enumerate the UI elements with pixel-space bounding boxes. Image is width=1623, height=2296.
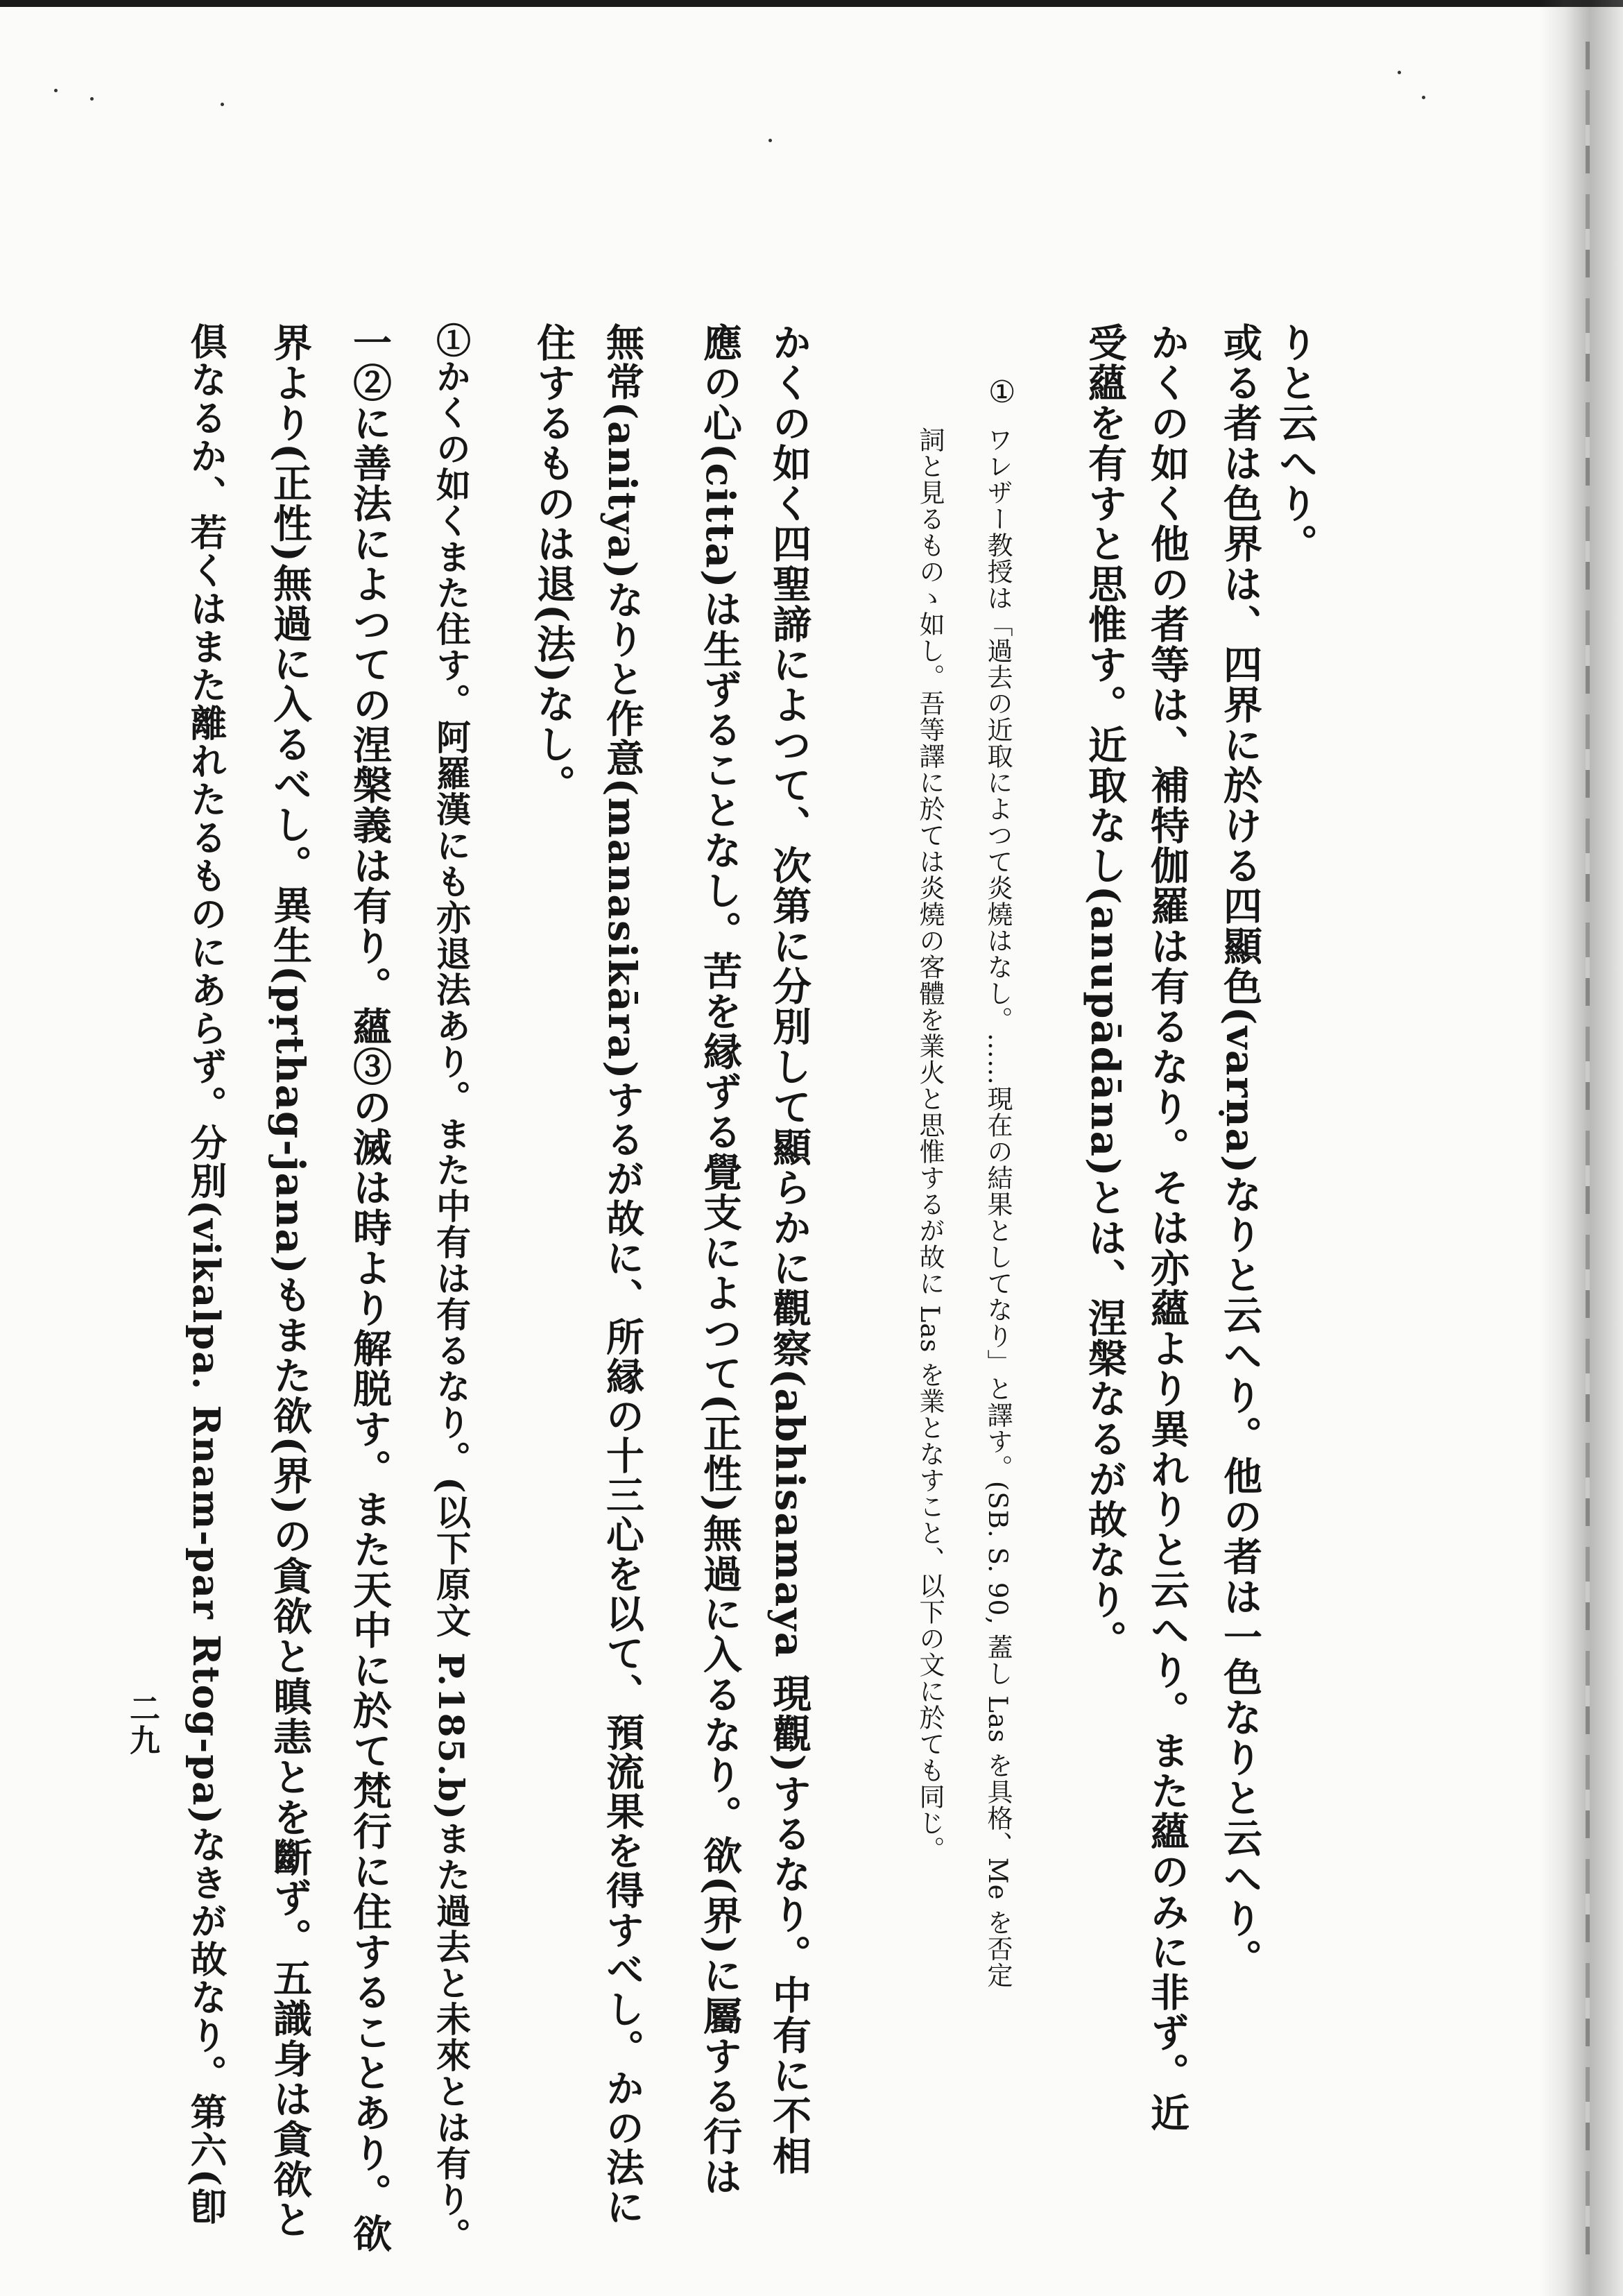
scan-speck [90, 97, 94, 101]
text-line-12: 倶なるか、若くはまた離れたるものにあらず。分別(vikalpa. Rnam-par Rtog-pa)なきが故なり。第六(卽 [184, 323, 227, 2226]
text-line-11: 界より(正性)無過に入るべし。異生(pṛthag-jana)もまた欲(界)の貪欲と瞋恚とを斷ず。五識身は貪欲と [267, 323, 313, 2241]
text-line-2: 或る者は色界は、四界に於ける四顯色(varṇa)なりと云へり。他の者は一色なりと云へり。 [1217, 323, 1263, 1980]
text-line-6: 應の心(citta)は生ずることなし。苦を縁ずる覺支によつて(正性)無過に入るなり。欲(界)に屬する行は [697, 323, 743, 2198]
book-binding-edge [1586, 42, 1590, 2261]
text-line-4: 受蘊を有すと思惟す。近取なし(anupādāna)とは、涅槃なるが故なり。 [1082, 323, 1128, 1661]
scan-speck [1422, 96, 1425, 99]
scan-speck [54, 89, 58, 92]
text-line-3: かくの如く他の者等は、補特伽羅は有るなり。そは亦蘊より異れりと云へり。また蘊のみに非ず。近 [1144, 323, 1190, 2133]
text-line-5: かくの如く四聖諦によつて、次第に分別して顯らかに觀察(abhisamaya 現觀)するなり。中有に不相 [766, 323, 812, 2177]
page-number: 二九 [124, 1693, 160, 1756]
text-line-1: りと云へり。 [1273, 323, 1319, 564]
text-line-9: ①かくの如くまた住す。阿羅漢にも亦退法あり。また中有は有るなり。(以下原文 P.185.b)また過去と未來とは有り。 [431, 323, 472, 2254]
scan-speck [768, 139, 772, 142]
book-binding-shadow [1540, 0, 1623, 2296]
footnote-line-2: 詞と見るものゝ如し。吾等譯に於ては炎燒の客體を業火と思惟するが故に Las を業となすこと、以下の文に於ても同じ。 [915, 427, 945, 1863]
footnote-line-1: ワレザー教授は「過去の近取によつて炎燒はなし。……現在の結果としてなり」と譯す。(SB. S. 90, 蓋し Las を具格、Me を否定 [983, 427, 1013, 1989]
scan-top-edge [0, 0, 1623, 7]
text-line-8: 住するものは退(法)なし。 [531, 323, 576, 805]
scan-speck [221, 103, 224, 106]
text-line-10: 一②に善法によつての涅槃義は有り。蘊③の滅は時より解脱す。また天中に於て梵行に住することあり。欲 [347, 323, 393, 2254]
footnote-marker: ① [988, 375, 1016, 410]
scan-speck [1398, 71, 1401, 74]
text-line-7: 無常(anitya)なりと作意(manasikāra)するが故に、所縁の十三心を以て、預流果を得すべし。かの法に [600, 323, 645, 2227]
